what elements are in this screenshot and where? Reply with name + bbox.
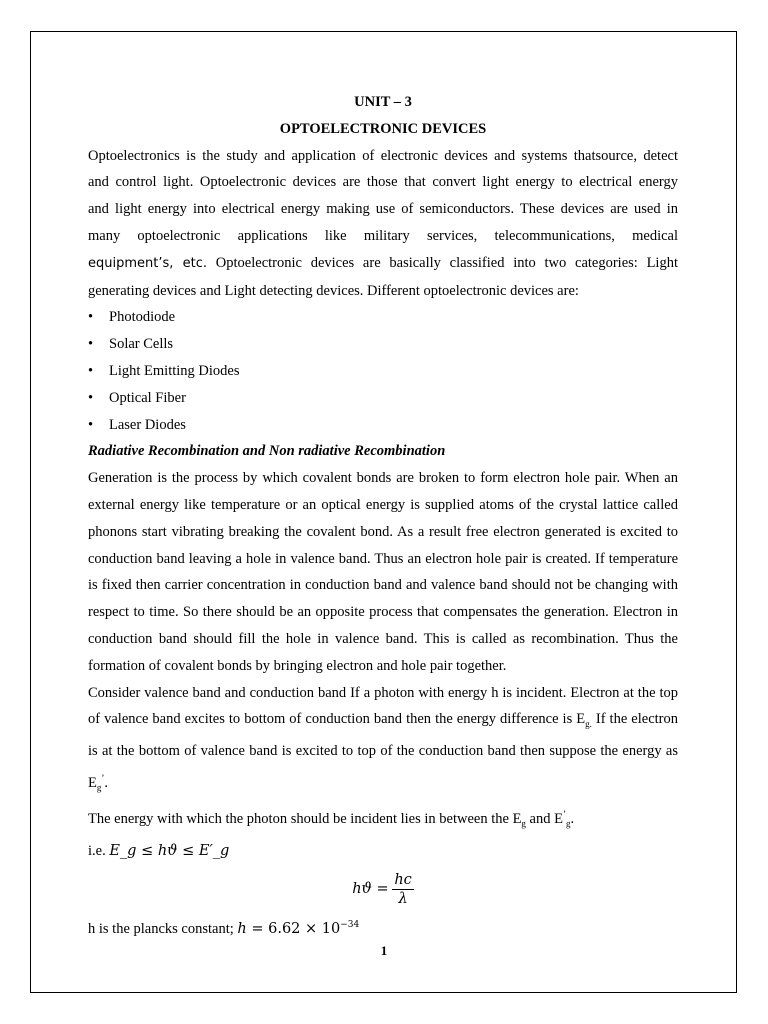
page-number: 1 (380, 943, 388, 958)
list-item-label: Solar Cells (109, 336, 174, 353)
photon-sup-b: ’ (562, 809, 566, 820)
intro-line-2: and control light. Optoelectronic devices are those that convert light energy to electrical energy (88, 174, 678, 191)
band-sub-b: g (96, 782, 102, 793)
band-sup-b: ’ (101, 772, 105, 783)
bullet-icon: • (88, 389, 94, 406)
photon-text-a: The energy with which the photon should be incident lies in between the E (88, 811, 522, 828)
photon-text-c: . (570, 811, 575, 828)
photon-sub-b: g (565, 819, 571, 830)
planck-exponent: −34 (340, 919, 360, 930)
unit-title: UNIT – 3 (354, 94, 412, 110)
document-body (88, 89, 678, 942)
bullet-icon: • (88, 309, 94, 326)
list-item-label: Laser Diodes (109, 416, 186, 433)
section-heading: Radiative Recombination and Non radiative Recombination (88, 443, 446, 460)
list-item-label: Photodiode (109, 309, 176, 326)
equation-fraction (392, 871, 413, 908)
intro-line-3: and light energy into electrical energy making use of semiconductors. These devices are used in (88, 201, 678, 218)
intro-line-5 (88, 250, 678, 278)
planck-value: = 6.62 × 10 (246, 920, 341, 937)
equation-numerator: hc (394, 871, 412, 888)
device-list (88, 304, 678, 438)
intro-paragraph (88, 143, 678, 305)
list-item (88, 331, 678, 358)
band-text-b: If the electron is at the bottom of valence band is excited to top of the conduction band then suppose the energy as E (88, 711, 678, 791)
photon-energy-line (88, 801, 678, 838)
list-item (88, 358, 678, 385)
intro-equipment-text: equipment’s, etc. (88, 255, 208, 271)
bullet-icon: • (88, 416, 94, 433)
equation-block (88, 865, 678, 912)
planck-text: h is the plancks constant; (88, 920, 238, 937)
inequality-expression: E_g ≤ hϑ ≤ E′_g (109, 842, 230, 859)
list-item-label: Optical Fiber (109, 389, 186, 406)
intro-line-1: Optoelectronics is the study and application of electronic devices and systems thatsource, detect (88, 147, 678, 164)
planck-line (88, 912, 678, 943)
generation-paragraph: Generation is the process by which covalent bonds are broken to form electron hole pair. When an external energy like temperature or an optical energy is supplied atoms of the crystal lattice called phonons start vibrating breaking the covalent bond. As a result free electron generated is excited to conduction band leaving a hole in valence band. Thus an electron hole pair is created. If temperature is fixed then carrier concentration in conduction band and valence band should not be changing with respect to time. So there should be an opposite process that compensates the generation. Electron in conduction band should fill the hole in valence band. This is called as recombination. Thus the formation of covalent bonds by bringing electron and hole pair together. (88, 470, 678, 674)
page-title: OPTOELECTRONIC DEVICES (279, 120, 487, 137)
intro-line-6: generating devices and Light detecting devices. Different optoelectronic devices are: (88, 282, 579, 299)
list-item (88, 412, 678, 439)
intro-line-4: many optoelectronic applications like military services, telecommunications, medical (88, 227, 678, 244)
band-text-c: . (104, 774, 108, 791)
equation-denominator: λ (398, 890, 408, 907)
ie-prefix: i.e. (88, 842, 110, 859)
list-item (88, 385, 678, 412)
list-item-label: Light Emitting Diodes (109, 362, 240, 379)
bullet-icon: • (88, 336, 94, 353)
band-paragraph (88, 680, 678, 802)
band-sub-a: g. (585, 719, 592, 730)
list-item (88, 304, 678, 331)
inequality-line (88, 838, 678, 865)
equation-lhs: hϑ = (352, 880, 389, 897)
intro-line-5-rest: Optoelectronic devices are basically classified into two categories: Light (207, 254, 678, 271)
photon-sub-a: g (521, 819, 526, 830)
planck-symbol: h (237, 920, 247, 937)
bullet-icon: • (88, 362, 94, 379)
band-text-a: Consider valence band and conduction band If a photon with energy h is incident. Electron at the top of valence band excites to bottom of conduction band then the energy difference is E (88, 684, 678, 728)
photon-text-b: and E (525, 811, 563, 828)
